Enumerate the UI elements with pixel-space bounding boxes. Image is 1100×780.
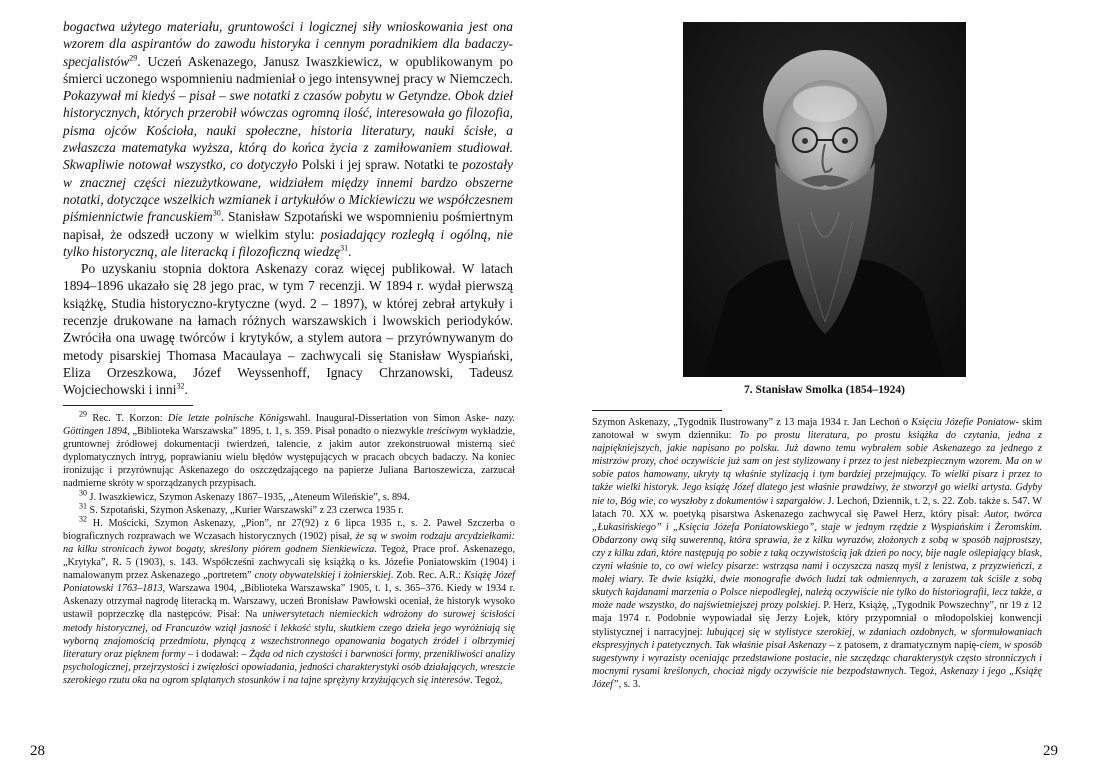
footnote-continuation: Szymon Askenazy, „Tygodnik Ilustrowany” z 13 maja 1934 r. Jan Lechoń o Księciu Józefie Poniatow- skim zanotował w swym dzienniku: To po prostu literatura, po prostu książka do czytania, jedna z najpiękniejszych, jakie napisano po polsku. Już dawno temu wybrałem sobie Askenazego za jednego z mistrzów prozy, choć oczywiście już sam on jest stylizowany i przez to jest niebezpiecznym wzorem. Ma on w sobie patos hamowany, ukryty tą właśnie stylizacją i tym bardziej przejmujący. To wielki pisarz i przez to także wielki historyk. Jego książę Józef dlatego jest właśnie prawdziwy, że stworzył go wielki artysta. Gdyby nie to, Bóg wie, co wyszłoby z dokumentów i szpargałów. J. Lechoń, Dziennik, t. 2, s. 22. Zob. także s. 547. W latach 70. XX w. poetyką pisarstwa Askenazego zachwycał się Paweł Herz, który pisał: Autor, twórca „Łukasińskiego” i „Księcia Józefa Poniatowskiego”, staje w jednym rzędzie z Wyspiańskim i Żeromskim. Obdarzony ową siłą suwerenną, która sprawia, że z kilku wyrazów, złożonych z sobą w sposób najprostszy, czy z kilku zdań, które następują po sobie z taką oczywistością jak dzień po nocy, bije nagle oślepiający blask, czyni właśnie to, co owi wielcy pisarze: wstrząsa nami i oczyszcza naszą myśl z lenistwa, z przyzwieńczi, z małej wiary. Te dwie książki, dwie monografie dwóch ludzi tak odmiennych, a zarazem tak ściśle z sobą skutych kajdanami marzenia o Polsce niepodległej, należą oczywiście nie tylko do historiografii, lecz także, a może nade wszystko, do najświetniejszej prozy polskiej. P. Herz, Książę, „Tygodnik Powszechny”, nr 19 z 12 maja 1974 r. Podobnie wypowiadał się Jerzy Łojek, który przypomniał o młodopolskiej konwencji stylistycznej i narracyjnej: lubującej się w stylistyce szerokiej, w zdaniach ozdobnych, w sformułowaniach ekspresyjnych i patetycznych. Tak właśnie pisał Askenazy – z patosem, z dramatycznym napię-ciem, w sposób sugestywny i wyrazisty oceniając przedstawione postacie, nie szczędząc charakterystyk często stronniczych i mocnymi rysami kreślonych, chociaż nigdy oczywiście nie bezpodstawnych. Tegoż, Askenazy i jego „Książę Józef”, s. 3. [592, 417, 1043, 690]
footnotes-left [63, 409, 516, 687]
footnote-32: $^{32}$ H. Mościcki, Szymon Askenazy, „Pion”, nr 27(92) z 6 lipca 1935 r., s. 2. Paweł Szczerba o biograficznych rozprawach we Wczasach historycznych (1902) pisał, że są w swoim rodzaju arcydziełkami: na kilku stronicach żywot bogaty, skreślony piórem godnem Sienkiewicza. Tegoż, Prace prof. Askenazego, „Krytyka”, R. 5 (1903), s. 143. Współcześni zachwycali się książką o ks. Józefie Poniatowskim (1904) i namalowanym przez Askenazego „portretem” cnoty obywatelskiej i żołnierskiej. Zob. Rec. A.R.: Książę Józef Poniatowski 1763–1813, Warszawa 1904, „Biblioteka Warszawska” 1905, t. 1, s. 365–376. Kiedy w 1934 r. Askenazy otrzymał nagrodę literacką m. Warszawy, uczeń Bronisław Pawłowski oceniał, że historyk wysoko ustawił poprzeczkę dla następców. Pisał: Na uniwersytetach niemieckich wdrożony do surowej ścisłości metody historycznej, od Francuzów wziął jasność i lekkość stylu, skutkiem czego dzieła jego wyróżniają się wyborną znajomością przedmiotu, płynącą z wszechstronnego opanowania bogatych źródeł i olbrzymiej literatury oraz pięknem formy – i dodawał: – Żąda od nich czystości i barwności formy, przenikliwości analizy psychologicznej, przejrzystości i zwięzłości opowiadania, jedności charakterystyki osób działających, wreszcie szerokiego rzutu oka na ogrom splątanych stosunków i na tajne sprężyny krzyżujących się interesów. Tegoż, [63, 514, 516, 686]
main-text-left [63, 18, 513, 399]
page-number-left: 28 [30, 743, 45, 759]
footnote-31: $^{31}$ S. Szpotański, Szymon Askenazy, „Kurier Warszawski” z 23 czerwca 1935 r. [79, 501, 404, 516]
portrait-image [683, 22, 966, 377]
paragraph-2: Po uzyskaniu stopnia doktora Askenazy coraz więcej publikował. W latach 1894–1896 ukazało się 28 jego prac, w tym 7 recenzji. W 1894 r. wydał pierwszą książkę, Studia historyczno-krytyczne (wyd. 2 – 1897), w której zebrał artykuły i recenzje drukowane na łamach różnych warszawskich i lwowskich periodyków. Zwróciła ona uwagę twórców i krytyków, a stylem autora – przyrównywanym do metody pisarskiej Thomasa Macaulaya – zachwycali się Stanisław Wyspiański, Eliza Orzeszkowa, Józef Weyssenhoff, Ignacy Chrzanowski, Tadeusz Wojciechowski i inni$^{32}$. [63, 261, 513, 398]
footnote-ref-31[interactable]: 31 [340, 243, 349, 253]
portrait-photo [683, 22, 966, 377]
photo-caption: 7. Stanisław Smolka (1854–1924) [743, 384, 906, 396]
footnote-30: $^{30}$ J. Iwaszkiewicz, Szymon Askenazy 1867–1935, „Ateneum Wileńskie”, s. 894. [79, 488, 410, 503]
footnote-ref-30[interactable]: 30 [212, 208, 221, 218]
footnote-divider-left [63, 405, 193, 406]
footnote-ref-32[interactable]: 32 [176, 381, 185, 391]
footnote-ref-29[interactable]: 29 [129, 53, 138, 63]
page-number-right: 29 [1043, 743, 1058, 759]
footnote-divider-right [592, 410, 722, 411]
footnote-29: $^{29}$ Rec. T. Korzon: Die letzte polnische Königswahl. Inaugural-Dissertation von Simon Aske- nazy. Göttingen 1894, „Biblioteka Warszawska” 1895, t. 1, s. 359. Pisał ponadto o niezwykle treściwym wykładzie, gruntownej źródłowej dokumentacji twierdzeń, talencie, z jakim autor zrekonstruował misterną sieć dyplomatycznych intryg, poprawianiu wielu błędów występujących w pracach obcych badaczy. Na koniec ironizując i przyrównując Askenazego do oszczędzającego na papierze Juliana Bartoszewicza, zarzucał nadmierne skróty w sporządzanych przypisach. [63, 409, 515, 490]
paragraph-1: bogactwa użytego materiału, gruntowości i logicznej siły wnioskowania jest ona wzorem dla aspirantów do zawodu historyka i cennym poradnikiem dla badaczy-specjalistów$^{29}$. Uczeń Askenazego, Janusz Iwaszkiewicz, w opublikowanym po śmierci uczonego wspomnieniu nadmieniał o jego intensywnej pracy w Niemczech. Pokazywał mi kiedyś – pisał – swe notatki z czasów pobytu w Getyndze. Obok dzieł historycznych, których przerobił wówczas ogromną ilość, interesowała go filozofia, pisma ojców Kościoła, nauki społeczne, historia literatury, nauki ścisłe, a zwłaszcza matematyka wyższa, którą do końca życia z zamiłowaniem studiował. Skwapliwie notował wszystko, co dotyczyło Polski i jej spraw. Notatki te pozostały w znacznej części niezużytkowane, widziałem między innemi bardzo obszerne notatki, dotyczące wszelkich wzmianek i artykułów o Mickiewiczu we współczesnem piśmiennictwie francuskiem$^{30}$. Stanisław Szpotański we wspomnieniu pośmiertnym napisał, że odszedł uczony w wielkim stylu: posiadający rozległą i ogólną, nie tylko historyczną, ale literacką i filozoficzną wiedzę$^{31}$. [63, 19, 513, 259]
